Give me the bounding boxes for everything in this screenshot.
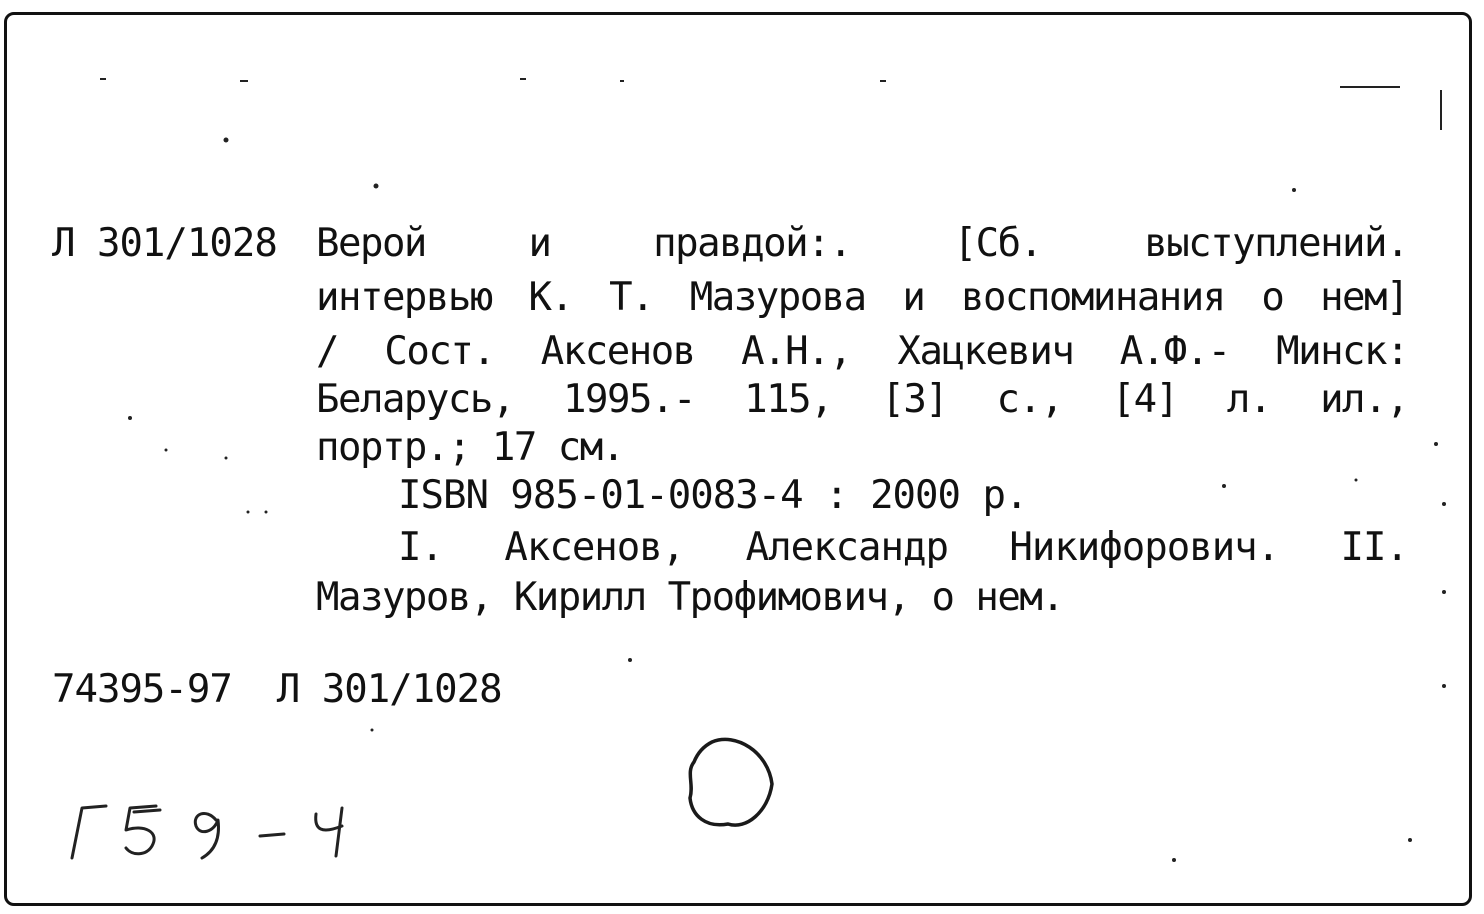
tracing-line-2: Мазуров, Кирилл Трофимович, о нем. xyxy=(316,575,1064,620)
description-line-4: Беларусь, 1995.- 115, [3] с., [4] л. ил., xyxy=(316,377,1408,422)
tracing-line-1: I. Аксенов, Александр Никифорович. II. xyxy=(398,525,1408,570)
description-line-2: интервью К. Т. Мазурова и воспоминания о нем] xyxy=(316,275,1408,320)
description-line-1: Верой и правдой:. [Сб. выступлений. xyxy=(316,221,1408,266)
handwritten-shelf-mark xyxy=(60,786,360,866)
isbn-line: ISBN 985-01-0083-4 : 2000 р. xyxy=(398,473,1028,518)
call-number: Л 301/1028 xyxy=(52,221,277,266)
accession-line: 74395-97 Л 301/1028 xyxy=(52,667,502,712)
description-line-5: портр.; 17 см. xyxy=(316,425,624,470)
circle-mark xyxy=(676,728,786,838)
description-line-3: / Сост. Аксенов А.Н., Хацкевич А.Ф.- Минск: xyxy=(316,329,1408,374)
